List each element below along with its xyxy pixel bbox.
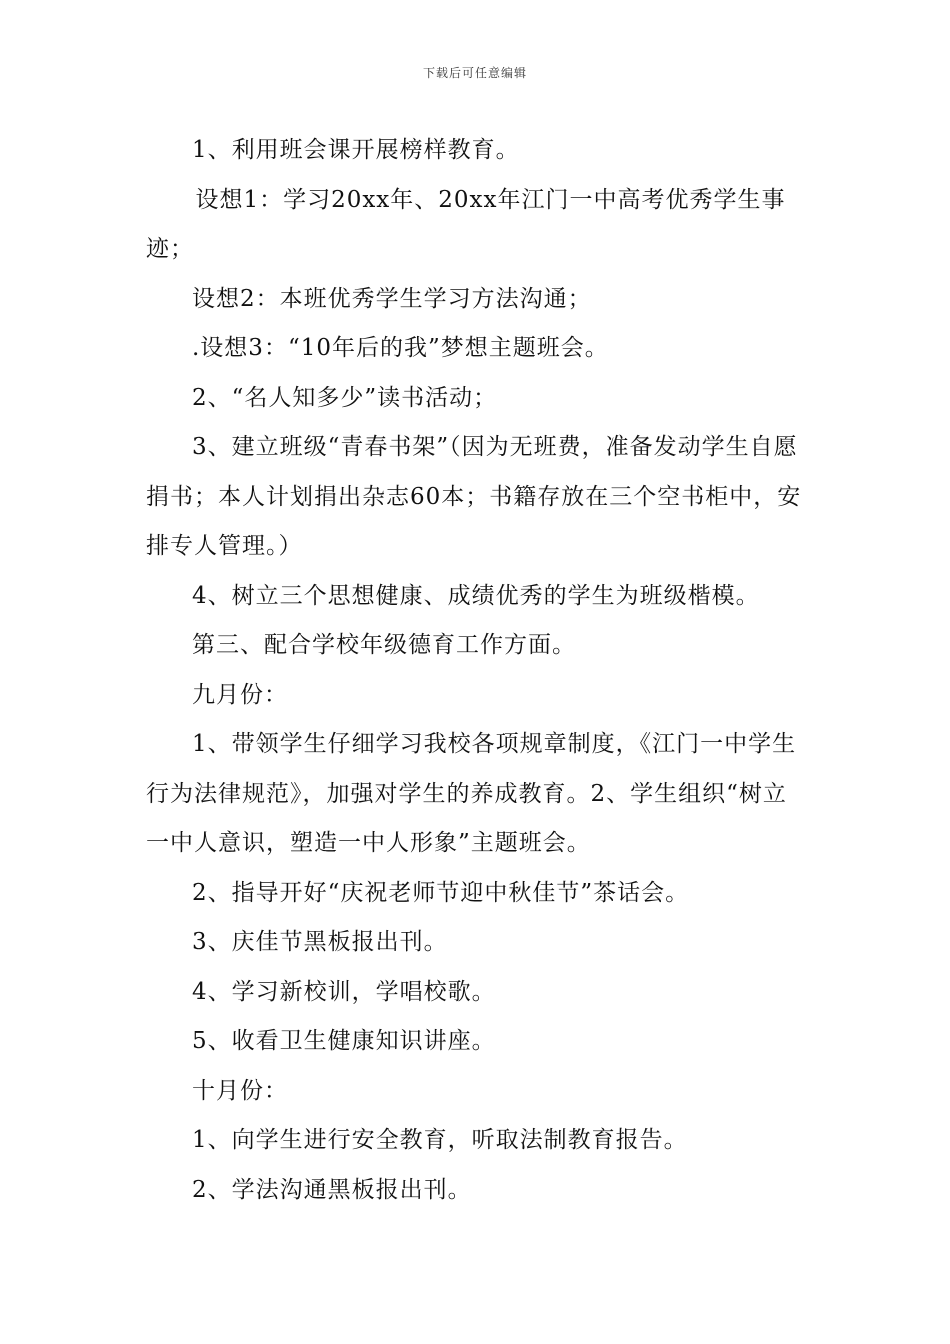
paragraph: 设想1：学习20xx年、20xx年江门一中高考优秀学生事迹； (146, 186, 786, 262)
paragraph: 2、指导开好“庆祝老师节迎中秋佳节”茶话会。 (192, 879, 690, 906)
paragraph: 4、学习新校训，学唱校歌。 (192, 978, 496, 1005)
document-body (146, 126, 808, 1215)
paragraph: 1、带领学生仔细学习我校各项规章制度，《江门一中学生行为法律规范》，加强对学生的养成教育。2、学生组织“树立一中人意识，塑造一中人形象”主题班会。 (146, 731, 797, 856)
paragraph: 3、建立班级“青春书架”（因为无班费，准备发动学生自愿捐书；本人计划捐出杂志60本；书籍存放在三个空书柜中，安排专人管理。） (146, 434, 802, 559)
paragraph: 4、树立三个思想健康、成绩优秀的学生为班级楷模。 (192, 582, 760, 609)
paragraph: 设想2：本班优秀学生学习方法沟通； (192, 285, 592, 312)
paragraph: .设想3：“10年后的我”梦想主题班会。 (192, 335, 609, 361)
paragraph: 3、庆佳节黑板报出刊。 (192, 929, 448, 955)
paragraph: 2、“名人知多少”读书活动； (192, 384, 498, 411)
paragraph: 十月份： (192, 1077, 288, 1104)
paragraph: 2、学法沟通黑板报出刊。 (192, 1176, 472, 1203)
paragraph: 第三、配合学校年级德育工作方面。 (192, 632, 576, 658)
paragraph: 5、收看卫生健康知识讲座。 (192, 1028, 496, 1054)
header-note: 下载后可任意编辑 (422, 66, 527, 80)
paragraph: 九月份： (192, 681, 288, 708)
paragraph: 1、向学生进行安全教育，听取法制教育报告。 (192, 1127, 688, 1153)
paragraph: 1、利用班会课开展榜样教育。 (192, 137, 520, 163)
